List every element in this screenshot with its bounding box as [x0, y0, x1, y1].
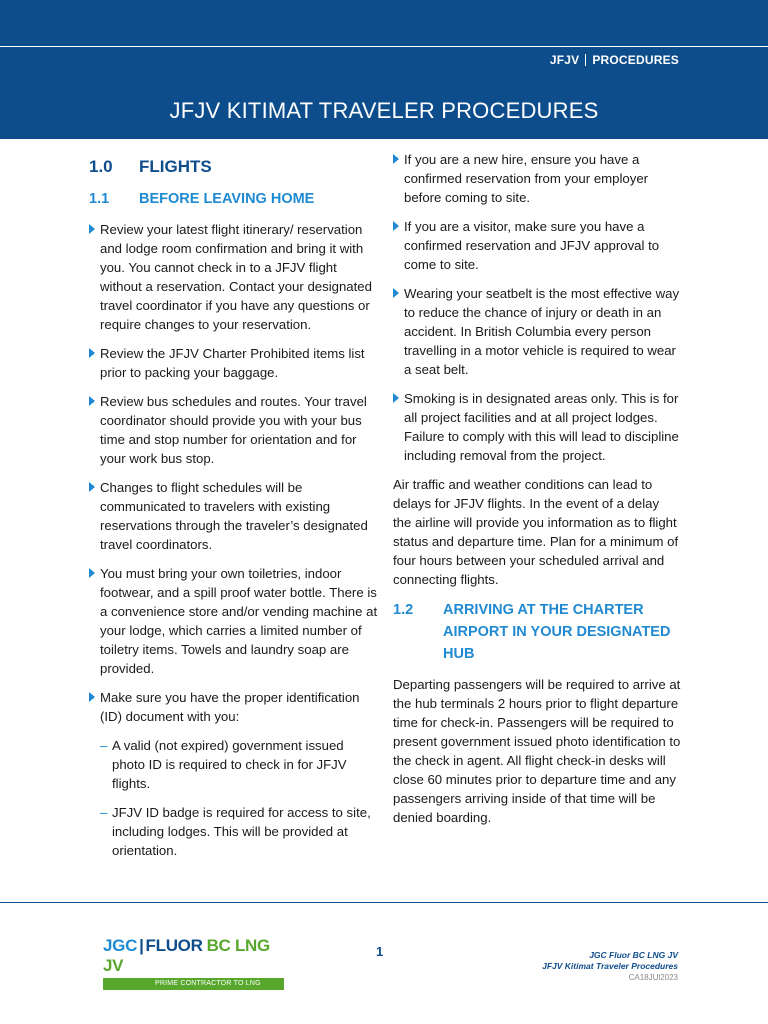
list-item-text: If you are a visitor, make sure you have a confirmed reservation and JFJV approval to come to site.	[404, 219, 660, 272]
triangle-right-icon	[393, 221, 399, 231]
subsection-number: 1.1	[89, 191, 110, 207]
triangle-right-icon	[89, 692, 95, 702]
list-item	[89, 220, 379, 334]
dash-icon: –	[100, 738, 108, 753]
logo-bar: |	[139, 936, 144, 955]
section-title: FLIGHTS	[139, 157, 212, 176]
section-number: 1.0	[89, 157, 113, 176]
list-item	[393, 389, 681, 465]
list-item-text: Changes to flight schedules will be communicated to travelers with existing reservations through the traveler’s designated travel coordinators.	[100, 480, 368, 552]
list-item-text: If you are a new hire, ensure you have a confirmed reservation from your employer before coming to site.	[404, 152, 649, 205]
list-item	[393, 217, 681, 274]
triangle-right-icon	[393, 154, 399, 164]
triangle-right-icon	[393, 393, 399, 403]
sub-list-item-text: A valid (not expired) government issued photo ID is required to check in for JFJV flights.	[112, 738, 347, 791]
logo-jgc: JGC	[103, 936, 138, 955]
list-item	[89, 392, 379, 468]
list-item-text: Wearing your seatbelt is the most effective way to reduce the chance of injury or death in an accident. In British Columbia every person travelling in a motor vehicle is required to wear a seat belt.	[404, 286, 680, 377]
footer-doc-title: JFJV Kitimat Traveler Procedures	[542, 961, 678, 971]
company-logo	[103, 936, 284, 999]
list-item-text: Review your latest flight itinerary/ reservation and lodge room confirmation and bring it with you. You cannot check in to a JFJV flight without a reservation. Contact your designated travel coordinator if you have any questions or require changes to your reservation.	[100, 222, 372, 332]
section-heading-flights	[89, 156, 379, 178]
breadcrumb-separator	[585, 54, 586, 66]
subsection-title: BEFORE LEAVING HOME	[139, 191, 315, 207]
subsection-number: 1.2	[393, 602, 414, 618]
list-item-text: Smoking is in designated areas only. This is for all project facilities and at all project lodges. Failure to comply with this will lead to discipline including removal from the project.	[404, 391, 679, 463]
header-breadcrumb	[550, 53, 679, 67]
footer-doc-code: CA18JUl2023	[628, 973, 678, 982]
paragraph-delays: Air traffic and weather conditions can lead to delays for JFJV flights. In the event of a delay the airline will provide you information as to flight status and departure time. Plan for a minimum of four hours between your scheduled arrival and connecting flights.	[393, 477, 679, 587]
triangle-right-icon	[89, 348, 95, 358]
list-item-text: You must bring your own toiletries, indoor footwear, and a spill proof water bottle. There is a convenience store and/or vending machine at your lodge, which carries a limited number of toiletry items. Towels and laundry soap are provided.	[100, 566, 378, 676]
header-rule	[0, 46, 768, 47]
sub-list-item-text: JFJV ID badge is required for access to site, including lodges. This will be provided at orientation.	[112, 805, 371, 858]
list-item	[393, 284, 681, 379]
left-column	[89, 150, 379, 870]
list-item	[89, 478, 379, 554]
triangle-right-icon	[89, 568, 95, 578]
page-title: JFJV KITIMAT TRAVELER PROCEDURES	[169, 98, 599, 123]
triangle-right-icon	[393, 288, 399, 298]
page-header	[0, 0, 768, 139]
list-item-text: Review bus schedules and routes. Your travel coordinator should provide you with your bus time and stop number for orientation and for your work bus stop.	[100, 394, 367, 466]
breadcrumb-procedures: PROCEDURES	[592, 53, 679, 67]
footer-doc-info	[542, 950, 678, 983]
footer-rule	[0, 902, 768, 903]
sub-list-item	[89, 803, 379, 860]
logo-bc-lng-jv: BC LNG JV	[103, 936, 270, 975]
logo-wordmark	[103, 936, 284, 976]
list-item	[89, 344, 379, 382]
sub-list-item	[89, 736, 379, 793]
subsection-title: ARRIVING AT THE CHARTER AIRPORT IN YOUR DESIGNATED HUB	[443, 602, 671, 662]
triangle-right-icon	[89, 482, 95, 492]
subsection-heading-arriving	[393, 599, 681, 665]
right-column	[393, 150, 681, 837]
list-item	[89, 564, 379, 678]
footer-company: JGC Fluor BC LNG JV	[589, 950, 678, 960]
page-number: 1	[376, 944, 384, 959]
dash-icon: –	[100, 805, 108, 820]
breadcrumb-jfjv: JFJV	[549, 53, 580, 67]
subsection-heading-before-leaving-home	[89, 188, 379, 210]
triangle-right-icon	[89, 396, 95, 406]
list-item	[89, 688, 379, 726]
list-item-text: Review the JFJV Charter Prohibited items list prior to packing your baggage.	[100, 346, 365, 380]
logo-fluor: FLUOR	[145, 936, 203, 955]
triangle-right-icon	[89, 224, 95, 234]
paragraph-check-in: Departing passengers will be required to arrive at the hub terminals 2 hours prior to flight departure time for check-in. Passengers will be required to present government issued photo identification to the check in agent. All flight check-in desks will close 60 minutes prior to departure time and any passengers arriving inside of that time will be denied boarding.	[393, 677, 681, 825]
list-item-text: Make sure you have the proper identification (ID) document with you:	[100, 690, 360, 724]
logo-tagline: PRIME CONTRACTOR TO LNG CANADA	[103, 978, 284, 990]
list-item	[393, 150, 681, 207]
